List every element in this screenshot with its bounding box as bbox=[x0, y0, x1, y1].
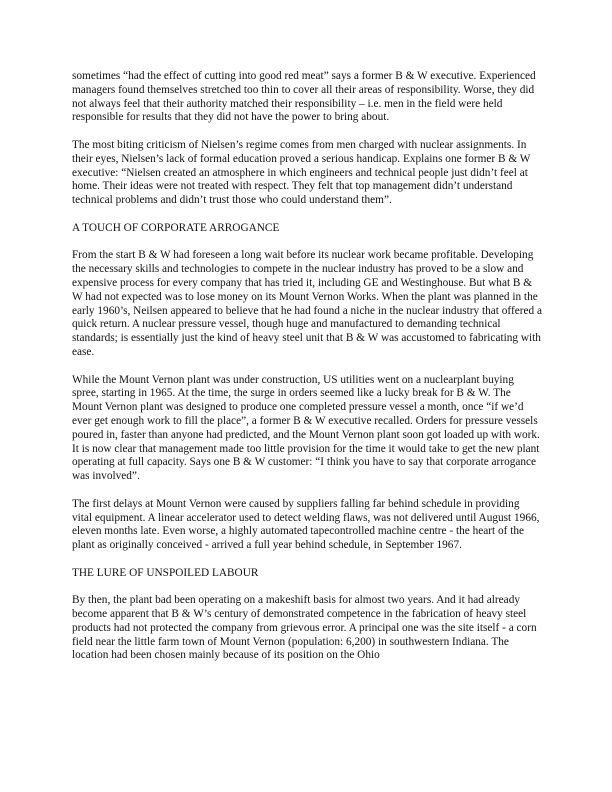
paragraph: From the start B & W had foreseen a long wait before its nuclear work became profitable. Developing the necessary skills and technologies to compete in the nuclear industry has proved to be a slow and expensive process for every company that has tried it, including GE and Westinghouse. But what B & W had not expected was to lose money on its Mount Vernon Works. When the plant was planned in the early 1960’s, Neilsen appeared to believe that he had found a niche in the nuclear industry that offered a quick return. A nuclear pressure vessel, though huge and manufactured to demanding technical standards; is essentially just the kind of heavy steel unit that B & W was accustomed to fabricating with ease. bbox=[72, 249, 543, 358]
paragraph: By then, the plant bad been operating on a makeshift basis for almost two years. And it had already become apparent that B & W’s century of demonstrated competence in the fabrication of heavy steel products had not protected the company from grievous error. A principal one was the site itself - a corn field near the little farm town of Mount Vernon (population: 6,200) in southwestern Indiana. The location had been chosen mainly because of its position on the Ohio bbox=[72, 594, 537, 662]
paragraph: sometimes “had the effect of cutting into good red meat” says a former B & W executive. Experienced managers found themselves stretched too thin to cover all their areas of responsibility. Worse, they did not always feel that their authority matched their responsibility – i.e. men in the field were held responsible for results that they did not have the power to bring about. bbox=[72, 70, 536, 124]
section-heading: A TOUCH OF CORPORATE ARROGANCE bbox=[72, 221, 280, 234]
section-heading: THE LURE OF UNSPOILED LABOUR bbox=[72, 566, 259, 579]
document-page bbox=[72, 70, 542, 677]
paragraph: The first delays at Mount Vernon were caused by suppliers falling far behind schedule in providing vital equipment. A linear accelerator used to detect welding flaws, was not delivered until August 1966, eleven months late. Even worse, a highly automated tapecontrolled machine centre - the heart of the plant as originally conceived - arrived a full year behind schedule, in September 1967. bbox=[72, 497, 540, 552]
paragraph: While the Mount Vernon plant was under construction, US utilities went on a nuclearplant buying spree, starting in 1965. At the time, the surge in orders seemed like a lucky break for B & W. The Mount Vernon plant was designed to produce one completed pressure vessel a month, once “if we’d ever get enough work to fill the place”, a former B & W executive recalled. Orders for pressure vessels poured in, faster than anyone had predicted, and the Mount Vernon plant soon got loaded up with work. It is now clear that management made too little provision for the time it would take to get the new plant operating at full capacity. Says one B & W customer: “I think you have to say that corporate arrogance was involved”. bbox=[72, 373, 540, 483]
paragraph: The most biting criticism of Nielsen’s regime comes from men charged with nuclear assignments. In their eyes, Nielsen’s lack of formal education proved a serious handicap. Explains one former B & W executive: “Nielsen created an atmosphere in which engineers and technical people just didn’t feel at home. Their ideas were not treated with respect. They felt that top management didn’t understand technical problems and didn’t trust those who could understand them”. bbox=[72, 138, 531, 207]
